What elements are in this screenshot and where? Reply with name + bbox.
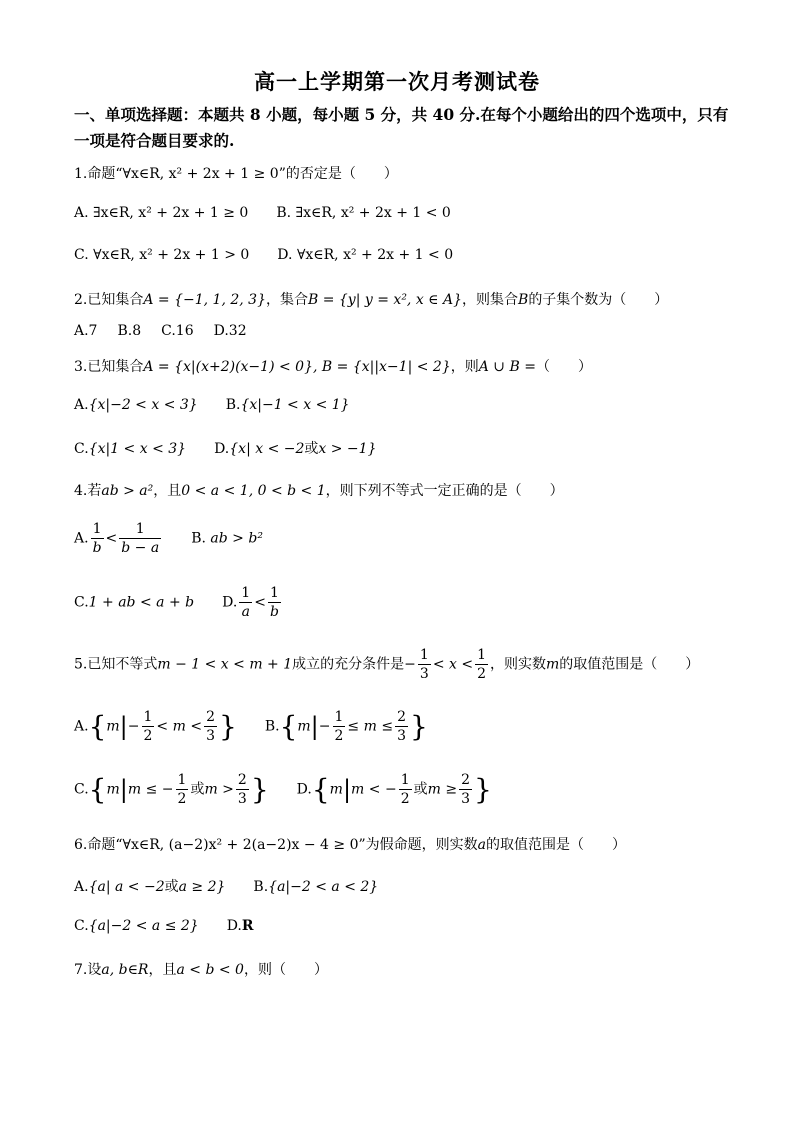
option-label: D. <box>277 247 293 263</box>
formula: a, b∈R <box>101 962 149 978</box>
option-label: A. <box>74 879 89 895</box>
option-label: B. <box>264 718 280 735</box>
option-a: A.7 <box>74 323 98 339</box>
formula: A ∪ B = <box>478 359 536 375</box>
fraction: $\frac{1}{b}$ <box>92 521 102 556</box>
fraction: $\frac{1}{2}$ <box>477 647 486 682</box>
fraction: $\frac{1}{b - a}$ <box>121 521 160 556</box>
question-2-stem: 2.已知集合A = {−1, 1, 2, 3}，集合B = {y| y = x², x ∈ A}，则集合B的子集个数为（ ） <box>74 292 669 308</box>
question-4-stem: 4.若ab > a²，且0 < a < 1, 0 < b < 1，则下列不等式一定正确的是（ ） <box>74 483 564 499</box>
formula: B <box>518 292 529 308</box>
option-b: ∃x∈R, x² + 2x + 1 < 0 <box>295 205 451 221</box>
formula: a < b < 0 <box>176 962 244 978</box>
option-a: ∃x∈R, x² + 2x + 1 ≥ 0 <box>93 205 249 221</box>
formula: m <box>546 656 560 673</box>
option-label: B. <box>191 530 206 547</box>
formula: B = {y| y = x², x ∈ A} <box>307 292 463 308</box>
option-a: {x|−2 < x < 3} <box>88 397 198 413</box>
option-b: ab > b² <box>210 530 263 547</box>
question-6-options-cd <box>74 918 254 934</box>
question-4-options-cd: C.1 + ab < a + b D. $\frac{1}{a}$ < $\frac{1}{b}$ <box>74 585 279 620</box>
option-label: A. <box>74 530 89 547</box>
section-heading: 一、单项选择题：本题共 8 小题，每小题 5 分，共 40 分.在每个小题给出的四个选项中，只有一项是符合题目要求的. <box>74 105 729 150</box>
formula: a <box>477 837 487 853</box>
fraction: $\frac{1}{b}$ <box>269 585 279 620</box>
option-c: {x|1 < x < 3} <box>88 441 187 457</box>
option-label: D. <box>222 594 238 611</box>
fraction: $\frac{2}{3}$ <box>206 709 215 744</box>
fraction: $\frac{1}{2}$ <box>177 772 187 807</box>
fraction: $\frac{1}{3}$ <box>419 647 429 682</box>
formula: ∀x∈R, (a−2)x² + 2(a−2)x − 4 ≥ 0 <box>122 837 359 853</box>
option-label: C. <box>74 594 89 611</box>
option-c: 1 + ab < a + b <box>88 594 195 611</box>
option-label: C. <box>74 781 89 798</box>
fraction: $\frac{1}{a}$ <box>241 585 251 620</box>
option-b: {a|−2 < a < 2} <box>268 879 379 895</box>
option-d: ∀x∈R, x² + 2x + 1 < 0 <box>296 247 454 263</box>
option-c: ∀x∈R, x² + 2x + 1 > 0 <box>93 247 250 263</box>
fraction: $\frac{2}{3}$ <box>461 772 470 807</box>
option-d: {x| x < −2 <box>229 441 305 457</box>
formula: ab > a² <box>101 483 154 499</box>
formula: A = {x|(x+2)(x−1) < 0}, B = {x||x−1| < 2} <box>143 359 451 375</box>
question-1-options-ab <box>74 205 451 221</box>
option-label: D. <box>296 781 312 798</box>
question-3-options-ab <box>74 397 350 413</box>
question-6-options-ab: A.{a| a < −2或a ≥ 2} B.{a|−2 < a < 2} <box>74 879 379 895</box>
fraction: $\frac{1}{2}$ <box>143 709 153 744</box>
question-3-stem: 3.已知集合A = {x|(x+2)(x−1) < 0}, B = {x||x−1| < 2}，则A ∪ B =（ ） <box>74 359 592 375</box>
fraction: $\frac{2}{3}$ <box>237 772 247 807</box>
option-label: C. <box>74 441 89 457</box>
option-label: A. <box>74 205 89 221</box>
option-label: C. <box>74 918 89 934</box>
option-label: D. <box>226 918 242 934</box>
fraction: $\frac{2}{3}$ <box>397 709 406 744</box>
fraction: $\frac{1}{2}$ <box>334 709 344 744</box>
question-1-options-cd <box>74 247 453 263</box>
question-5-options-cd: C.{m|m ≤ − $\frac{1}{2}$ 或m > $\frac{2}{3}$ } D.{m|m < − $\frac{1}{2}$ 或m ≥ $\frac{2}{3}$ } <box>74 772 492 807</box>
option-label: B. <box>225 397 241 413</box>
option-label: D. <box>214 441 230 457</box>
option-label: A. <box>74 397 89 413</box>
question-7-stem: 7.设a, b∈R，且a < b < 0，则（ ） <box>74 962 328 978</box>
question-4-options-ab: A. $\frac{1}{b}$ < $\frac{1}{b - a}$ B. ab > b² <box>74 521 263 556</box>
option-d: D.32 <box>213 323 247 339</box>
question-2-options <box>74 323 247 339</box>
question-1-stem: 1.命题“∀x∈R, x² + 2x + 1 ≥ 0”的否定是（ ） <box>74 166 398 182</box>
option-label: B. <box>276 205 292 221</box>
question-5-options-ab: A.{m|− $\frac{1}{2}$ < m < $\frac{2}{3}$ } B.{m|− $\frac{1}{2}$ ≤ m ≤ $\frac{2}{3}$ } <box>74 709 428 744</box>
option-c: {a|−2 < a ≤ 2} <box>88 918 199 934</box>
question-5-stem: 5.已知不等式m − 1 < x < m + 1成立的充分条件是− $\frac{1}{3}$ < x < $\frac{1}{2}$ ，则实数m的取值范围是（ ） <box>74 647 700 682</box>
formula: m − 1 < x < m + 1 <box>157 656 293 673</box>
page-title: 高一上学期第一次月考测试卷 <box>254 69 540 94</box>
fraction: $\frac{1}{2}$ <box>400 772 410 807</box>
option-label: C. <box>74 247 89 263</box>
option-label: B. <box>253 879 269 895</box>
option-c: C.16 <box>161 323 194 339</box>
option-label: A. <box>74 718 89 735</box>
formula: 0 < a < 1, 0 < b < 1 <box>181 483 326 499</box>
question-6-stem: 6.命题“∀x∈R, (a−2)x² + 2(a−2)x − 4 ≥ 0”为假命题，则实数a的取值范围是（ ） <box>74 837 627 853</box>
option-b: B.8 <box>117 323 142 339</box>
option-d: R <box>241 918 254 934</box>
option-b: {x|−1 < x < 1} <box>240 397 350 413</box>
formula: ∀x∈R, x² + 2x + 1 ≥ 0 <box>122 166 279 182</box>
option-a: {a| a < −2 <box>88 879 165 895</box>
question-3-options-cd: C.{x|1 < x < 3} D.{x| x < −2或x > −1} <box>74 441 377 457</box>
formula: A = {−1, 1, 2, 3} <box>143 292 266 308</box>
